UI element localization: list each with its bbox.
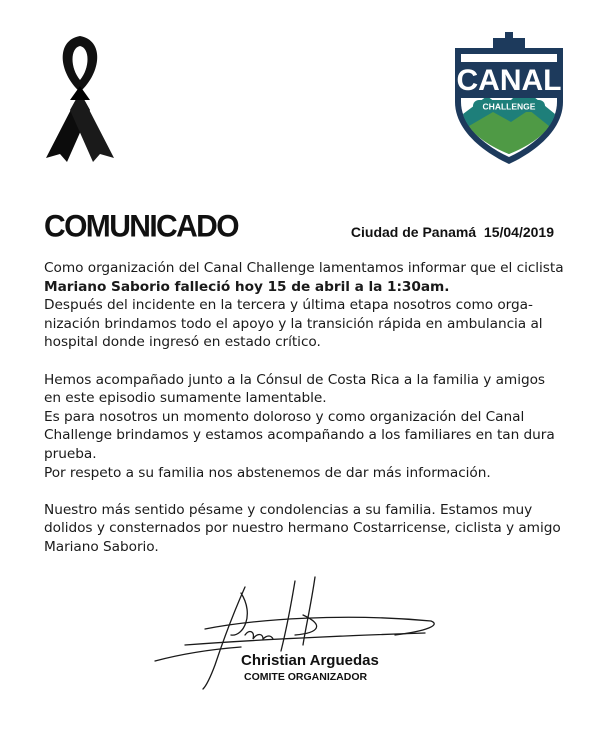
paragraph-3: Es para nosotros un momento doloroso y como organización del Canal Challenge brindamos y estamos acompañando a los familiares en tan dura prueba. <box>44 408 555 462</box>
paragraph-5: Nuestro más sentido pésame y condolencias a su familia. Estamos muy dolidos y consternados por nuestro hermano Costarricense, ciclista y amigo Mariano Saborio. <box>44 501 561 555</box>
paragraph-1-detail: Después del incidente en la tercera y última etapa nosotros como orga-nización brindamos todo el apoyo y la transición rápida en ambulancia al hospital donde ingresó en estado crítico. <box>44 297 543 351</box>
paragraph-1 <box>44 259 564 352</box>
logo-wordmark: CANAL <box>456 64 562 97</box>
body-text <box>44 259 564 557</box>
logo-subword: CHALLENGE <box>482 101 536 112</box>
dateline: Ciudad de Panamá 15/04/2019 <box>350 224 554 240</box>
signatory-name: Christian Arguedas <box>241 652 379 669</box>
document-title: COMUNICADO <box>44 209 238 244</box>
paragraph-1-highlight: Mariano Saborio falleció hoy 15 de abril a la 1:30am. <box>44 278 450 295</box>
paragraph-1-intro: Como organización del Canal Challenge lamentamos informar que el ciclista <box>44 260 564 276</box>
paragraph-2: Hemos acompañado junto a la Cónsul de Costa Rica a la familia y amigos en este episodio sumamente lamentable. <box>44 371 546 407</box>
paragraph-4: Por respeto a su familia nos abstenemos de dar más información. <box>44 464 491 481</box>
mourning-ribbon-icon <box>40 30 120 165</box>
signatory-role: COMITE ORGANIZADOR <box>244 671 368 683</box>
canal-challenge-logo <box>449 30 569 170</box>
